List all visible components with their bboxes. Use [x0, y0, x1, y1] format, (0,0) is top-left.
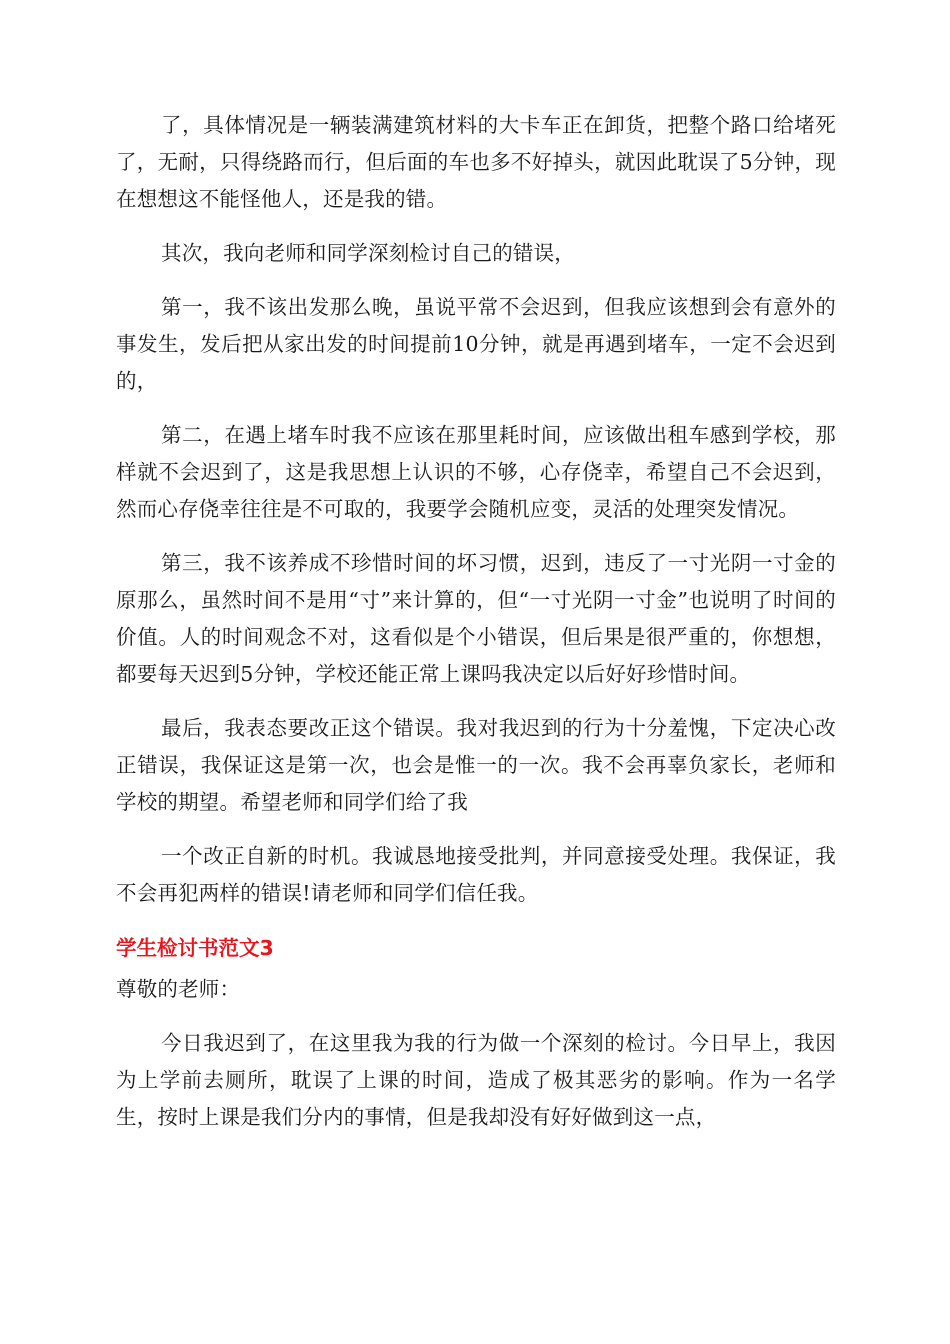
paragraph-traffic-reason: 了，具体情况是一辆装满建筑材料的大卡车正在卸货，把整个路口给堵死了，无耐，只得绕路而行，但后面的车也多不好掉头，就因此耽误了5分钟，现在想想这不能怪他人，还是我的错。: [116, 113, 836, 211]
paragraph-finally: 最后，我表态要改正这个错误。我对我迟到的行为十分羞愧，下定决心改正错误，我保证这是第一次，也会是惟一的一次。我不会再辜负家长，老师和学校的期望。希望老师和同学们给了我: [116, 716, 836, 814]
salutation: 尊敬的老师：: [116, 977, 241, 1001]
document-body: [116, 107, 836, 1136]
paragraph-point-one: 第一，我不该出发那么晚，虽说平常不会迟到，但我应该想到会有意外的事发生，发后把从家出发的时间提前10分钟，就是再遇到堵车，一定不会迟到的，: [116, 295, 836, 393]
paragraph-promise: 一个改正自新的时机。我诚恳地接受批判，并同意接受处理。我保证，我不会再犯两样的错误!请老师和同学们信任我。: [116, 844, 836, 905]
paragraph-secondly: 其次，我向老师和同学深刻检讨自己的错误，: [161, 241, 575, 265]
paragraph-point-three: 第三，我不该养成不珍惜时间的坏习惯，迟到，违反了一寸光阴一寸金的原那么，虽然时间不是用“寸”来计算的，但“一寸光阴一寸金”也说明了时间的价值。人的时间观念不对，这看似是个小错误，但后果是很严重的，你想想，都要每天迟到5分钟，学校还能正常上课吗我决定以后好好珍惜时间。: [116, 551, 836, 686]
section-heading: 学生检讨书范文3: [116, 936, 274, 960]
paragraph-apology-opening: 今日我迟到了，在这里我为我的行为做一个深刻的检讨。今日早上，我因为上学前去厕所，耽误了上课的时间，造成了极其恶劣的影响。作为一名学生，按时上课是我们分内的事情，但是我却没有好好做到这一点，: [116, 1031, 836, 1129]
paragraph-point-two: 第二，在遇上堵车时我不应该在那里耗时间，应该做出租车感到学校，那样就不会迟到了，这是我思想上认识的不够，心存侥幸，希望自己不会迟到，然而心存侥幸往往是不可取的，我要学会随机应变，灵活的处理突发情况。: [116, 423, 836, 521]
